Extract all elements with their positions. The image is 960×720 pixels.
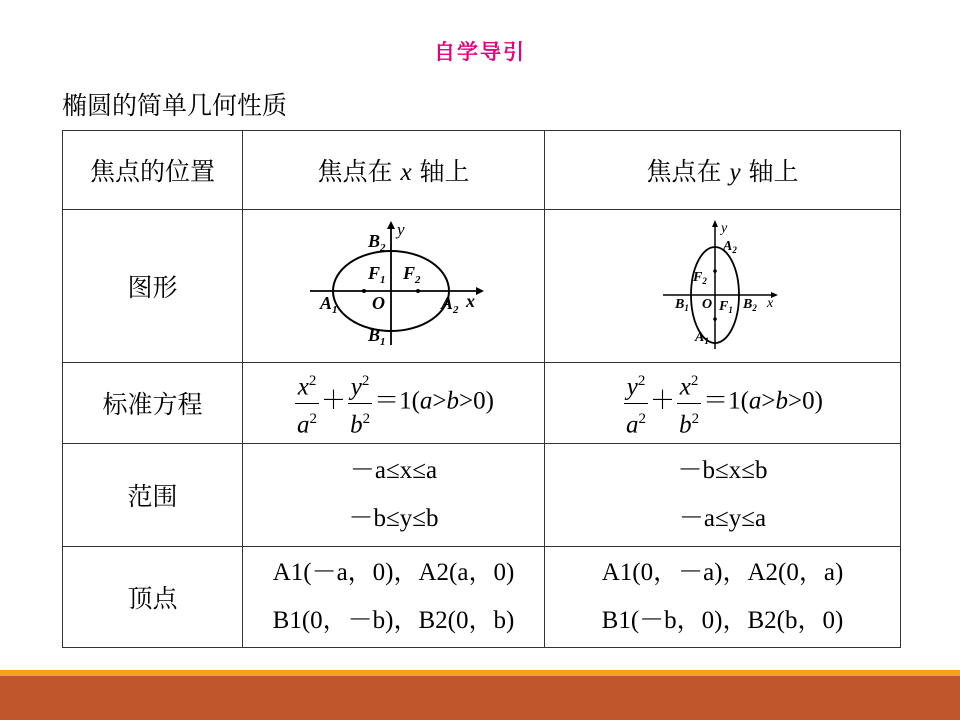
row-label-vertices: 顶点 xyxy=(63,547,243,648)
equation-y-axis: $\frac{y^2}{a^2}$ ＋ $\frac{x^2}{b^2}$ ＝1(a>b>0) xyxy=(545,363,901,444)
svg-text:B2: $B_2$ xyxy=(367,231,386,254)
ellipse-y-axis-diagram xyxy=(663,217,783,351)
fraction-x2-b2: $\frac{x^2}{b^2}$ xyxy=(677,366,701,440)
footer-bar xyxy=(0,676,960,720)
svg-text:B1: $B_1$ xyxy=(674,297,689,313)
header-position: 焦点的位置 xyxy=(63,131,243,210)
fraction-y2-a2: $\frac{y^2}{a^2}$ xyxy=(624,366,648,440)
vertices-x-axis-line-2: B1(0，－b)，B2(0，b) xyxy=(272,607,515,634)
svg-text:O: O xyxy=(701,297,712,312)
range-y-axis-line-2: －a≤y≤a xyxy=(678,505,767,532)
header-title: 自学导引 xyxy=(434,40,526,64)
range-x-axis xyxy=(243,444,545,547)
range-x-axis-line-2: －b≤y≤b xyxy=(348,505,439,532)
table-row-vertices xyxy=(63,547,901,648)
table-row-figure xyxy=(63,210,901,363)
svg-text:x: x xyxy=(465,291,475,311)
row-label-range: 范围 xyxy=(63,444,243,547)
header-x-axis: 焦点在 x 轴上 xyxy=(243,131,545,210)
svg-text:B2: $B_2$ xyxy=(742,297,757,313)
svg-text:y: y xyxy=(396,220,405,239)
section-title: 椭圆的简单几何性质 xyxy=(62,91,288,120)
range-x-axis-line-1: －a≤x≤a xyxy=(349,457,438,484)
svg-text:y: y xyxy=(720,221,727,236)
ellipse-properties-table xyxy=(62,130,901,648)
svg-text:A1: $A_1$ xyxy=(694,330,709,346)
svg-text:O: O xyxy=(371,293,385,313)
vertices-y-axis-line-2: B1(－b，0)，B2(b，0) xyxy=(601,607,844,634)
svg-text:A2: $A_2$ xyxy=(440,293,459,316)
vertices-y-axis-line-1: A1(0，－a)，A2(0，a) xyxy=(601,559,844,586)
fraction-x2-a2: $\frac{x^2}{a^2}$ xyxy=(295,366,319,440)
svg-text:x: x xyxy=(766,296,773,311)
figure-y-axis xyxy=(545,210,901,363)
ellipse-x-axis-diagram xyxy=(304,219,484,349)
header-x-var: x xyxy=(400,159,412,186)
range-y-axis-line-1: －b≤x≤b xyxy=(677,457,768,484)
svg-text:F1: $F_1$ xyxy=(367,263,386,286)
table-header-row xyxy=(63,131,901,210)
table-row-equation xyxy=(63,363,901,444)
equation-x-axis: $\frac{x^2}{a^2}$ ＋ $\frac{y^2}{b^2}$ ＝1(a>b>0) xyxy=(243,363,545,444)
svg-text:F2: $F_2$ xyxy=(692,270,707,286)
figure-x-axis xyxy=(243,210,545,363)
vertices-x-axis-line-1: A1(－a，0)，A2(a，0) xyxy=(272,559,515,586)
svg-text:A1: $A_1$ xyxy=(319,293,338,316)
svg-text:B1: $B_1$ xyxy=(367,325,386,348)
svg-text:A2: $A_2$ xyxy=(722,239,737,255)
row-label-figure: 图形 xyxy=(63,210,243,363)
header-y-axis: 焦点在 y 轴上 xyxy=(545,131,901,210)
svg-text:F1: $F_1$ xyxy=(718,299,733,315)
row-label-equation: 标准方程 xyxy=(63,363,243,444)
header-y-var: y xyxy=(729,159,741,186)
vertices-x-axis xyxy=(243,547,545,648)
vertices-y-axis xyxy=(545,547,901,648)
fraction-y2-b2: $\frac{y^2}{b^2}$ xyxy=(348,366,372,440)
range-y-axis xyxy=(545,444,901,547)
table-row-range xyxy=(63,444,901,547)
svg-text:F2: $F_2$ xyxy=(402,263,421,286)
